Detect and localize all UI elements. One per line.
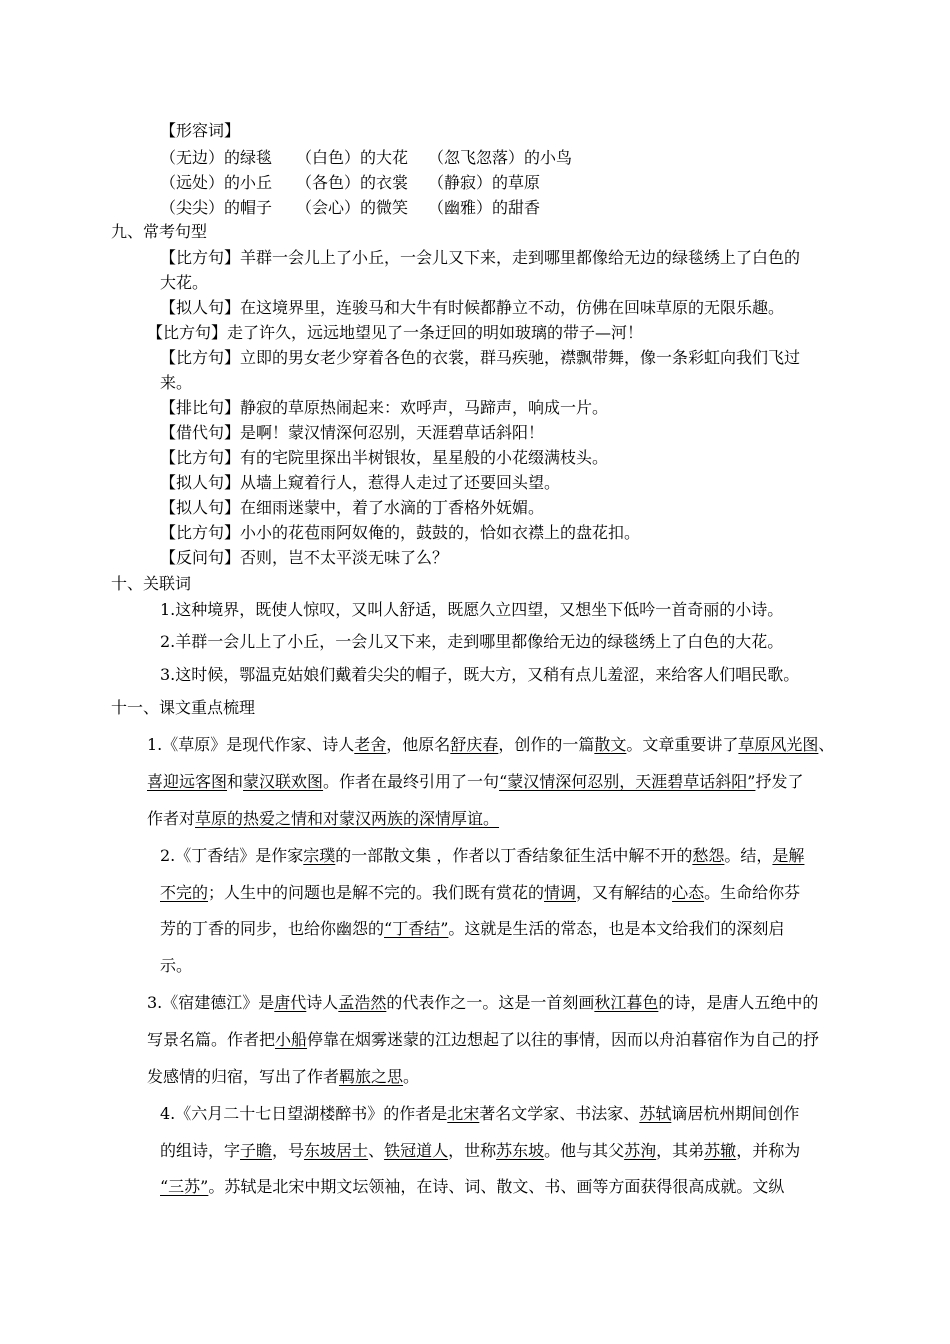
- adj-cell: （幽雅）的甜香: [428, 198, 541, 217]
- adj-cell: （远处）的小丘: [160, 173, 273, 192]
- sentence-item: 【比方句】小小的花苞雨阿奴俺的，鼓鼓的，恰如衣襟上的盘花扣。: [160, 523, 641, 542]
- sentence-item: 【反问句】否则，岂不太平淡无味了么？: [160, 548, 449, 567]
- section-heading: 十一、课文重点梳理: [111, 698, 256, 717]
- summary-line: 作者对草原的热爱之情和对蒙汉两族的深情厚谊。: [147, 809, 500, 828]
- summary-line: 写景名篇。作者把小船停靠在烟雾迷蒙的江边想起了以往的事情，因而以舟泊暮宿作为自己的抒: [147, 1030, 820, 1049]
- sentence-continuation: 大花。: [160, 273, 209, 292]
- summary-line: 1.《草原》是现代作家、诗人老舍，他原名舒庆春，创作的一篇散文。文章重要讲了草原风光图、: [147, 735, 835, 754]
- adj-cell: （会心）的微笑: [296, 198, 409, 217]
- adj-cell: （尖尖）的帽子: [160, 198, 273, 217]
- summary-line: 喜迎远客图和蒙汉联欢图。作者在最终引用了一句“蒙汉情深何忍别，天涯碧草话斜阳”抒发了: [147, 772, 804, 791]
- section-heading: 九、常考句型: [111, 222, 208, 241]
- summary-line: “三苏”。苏轼是北宋中期文坛领袖，在诗、词、散文、书、画等方面获得很高成就。文纵: [160, 1177, 785, 1196]
- adj-cell: （白色）的大花: [296, 148, 409, 167]
- sentence-item: 【比方句】立即的男女老少穿着各色的衣裳，群马疾驰，襟飘带舞，像一条彩虹向我们飞过: [160, 348, 801, 367]
- adj-row: [160, 172, 540, 194]
- conjunction-item: 2.羊群一会儿上了小丘，一会儿又下来，走到哪里都像给无边的绿毯绣上了白色的大花。: [160, 632, 784, 651]
- summary-line: 2.《丁香结》是作家宗璞的一部散文集 ，作者以丁香结象征生活中解不开的愁怨。结，是解: [160, 846, 805, 865]
- adj-cell: （各色）的衣裳: [296, 173, 409, 192]
- conjunction-item: 1.这种境界，既使人惊叹，又叫人舒适，既愿久立四望，又想坐下低吟一首奇丽的小诗。: [160, 600, 784, 619]
- summary-line: 3.《宿建德江》是唐代诗人孟浩然的代表作之一。这是一首刻画秋江暮色的诗，是唐人五绝中的: [147, 993, 819, 1012]
- summary-line: 芳的丁香的同步，也给你幽怨的“丁香结”。这就是生活的常态，也是本文给我们的深刻启: [160, 919, 785, 938]
- section-heading: 十、关联词: [111, 574, 192, 593]
- adj-row: [160, 197, 540, 219]
- sentence-item: 【拟人句】在这境界里，连骏马和大牛有时候都静立不动，仿佛在回味草原的无限乐趣。: [160, 298, 785, 317]
- sentence-item: 【比方句】有的宅院里探出半树银妆，星星般的小花缀满枝头。: [160, 448, 609, 467]
- sentence-item: 【借代句】是啊！蒙汉情深何忍别，天涯碧草话斜阳！: [160, 423, 545, 442]
- sentence-item: 【拟人句】从墙上窥着行人，惹得人走过了还要回头望。: [160, 473, 561, 492]
- sentence-item: 【排比句】静寂的草原热闹起来：欢呼声，马蹄声，响成一片。: [160, 398, 609, 417]
- adj-heading: 【形容词】: [160, 121, 241, 140]
- sentence-item: 【比方句】走了许久，远远地望见了一条迂回的明如玻璃的带子—河！: [147, 323, 644, 342]
- adj-cell: （无边）的绿毯: [160, 148, 273, 167]
- summary-line: 发感情的归宿，写出了作者羁旅之思。: [147, 1067, 420, 1086]
- adj-cell: （静寂）的草原: [428, 173, 541, 192]
- sentence-continuation: 来。: [160, 373, 193, 392]
- adj-row: [160, 147, 572, 169]
- conjunction-item: 3.这时候，鄂温克姑娘们戴着尖尖的帽子，既大方，又稍有点儿羞涩，来给客人们唱民歌。: [160, 665, 800, 684]
- summary-line: 不完的；人生中的问题也是解不完的。我们既有赏花的情调，又有解结的心态。生命给你芬: [160, 883, 801, 902]
- adj-cell: （忽飞忽落）的小鸟: [428, 148, 573, 167]
- summary-line: 4.《六月二十七日望湖楼醉书》的作者是北宋著名文学家、书法家、苏轼谪居杭州期间创作: [160, 1104, 800, 1123]
- sentence-item: 【拟人句】在细雨迷蒙中，着了水滴的丁香格外妩媚。: [160, 498, 545, 517]
- sentence-item: 【比方句】羊群一会儿上了小丘，一会儿又下来，走到哪里都像给无边的绿毯绣上了白色的: [160, 248, 801, 267]
- summary-line: 的组诗，字子瞻，号东坡居士、铁冠道人，世称苏东坡。他与其父苏洵，其弟苏辙，并称为: [160, 1141, 801, 1160]
- summary-line: 示。: [160, 956, 193, 975]
